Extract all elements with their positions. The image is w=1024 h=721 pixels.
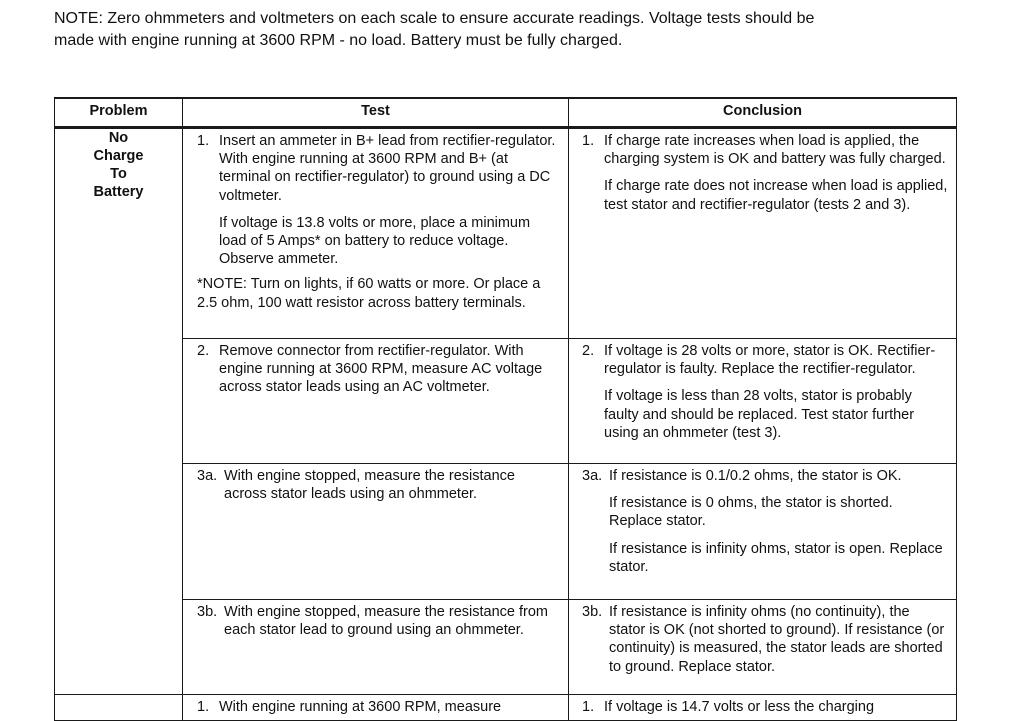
test-number: 3b. <box>197 604 218 620</box>
table-row <box>55 128 957 339</box>
problem-line: Charge <box>93 148 144 164</box>
test-cell <box>183 464 569 600</box>
conclusion-number: 2. <box>582 343 595 359</box>
table-row <box>55 339 957 464</box>
test-cell <box>183 695 569 721</box>
problem-no-charge <box>55 128 183 695</box>
test-text: With engine running at 3600 RPM, measure <box>219 699 502 715</box>
test-footnote: *NOTE: Turn on lights, if 60 watts or more. Or place a 2.5 ohm, 100 watt resistor across battery terminals. <box>197 276 541 311</box>
conclusion-number: 1. <box>582 133 595 149</box>
header-conclusion: Conclusion <box>569 98 957 128</box>
conclusion-number: 1. <box>582 699 595 715</box>
conclusion-text: If charge rate does not increase when load is applied, test stator and rectifier-regulator (tests 2 and 3). <box>604 178 948 213</box>
conclusion-text: If voltage is less than 28 volts, stator is probably faulty and should be replaced. Test stator further using an ohmmeter (test 3). <box>604 388 915 441</box>
conclusion-number: 3a. <box>582 468 603 484</box>
test-cell <box>183 128 569 339</box>
conclusion-number: 3b. <box>582 604 603 620</box>
test-number: 2. <box>197 343 210 359</box>
test-number: 3a. <box>197 468 218 484</box>
problem-line: To <box>110 166 127 182</box>
conclusion-cell <box>569 339 957 464</box>
table-row <box>55 695 957 721</box>
conclusion-text: If resistance is infinity ohms, stator is open. Replace stator. <box>609 540 943 575</box>
troubleshooting-table <box>54 97 957 721</box>
conclusion-text: If resistance is infinity ohms (no continuity), the stator is OK (not shorted to ground). If resistance (or continuity) is measured, the stator leads are shorted to ground. Replace stator. <box>609 604 945 675</box>
conclusion-cell <box>569 128 957 339</box>
test-number: 1. <box>197 699 210 715</box>
test-cell <box>183 600 569 695</box>
test-text: Remove connector from rectifier-regulator. With engine running at 3600 RPM, measure AC voltage across stator leads using an AC voltmeter. <box>219 343 543 396</box>
test-number: 1. <box>197 133 210 149</box>
problem-cell-next <box>55 695 183 721</box>
header-problem: Problem <box>55 98 183 128</box>
conclusion-text: If charge rate increases when load is applied, the charging system is OK and battery was fully charged. <box>604 133 946 168</box>
table-row <box>55 600 957 695</box>
conclusion-text: If resistance is 0 ohms, the stator is shorted. Replace stator. <box>609 495 893 530</box>
table-row <box>55 464 957 600</box>
problem-line: Battery <box>93 184 144 200</box>
conclusion-text: If voltage is 28 volts or more, stator is OK. Rectifier-regulator is faulty. Replace the rectifier-regulator. <box>604 343 936 378</box>
conclusion-cell <box>569 600 957 695</box>
header-test: Test <box>183 98 569 128</box>
test-cell <box>183 339 569 464</box>
test-text: With engine stopped, measure the resistance across stator leads using an ohmmeter. <box>224 468 515 503</box>
conclusion-text: If voltage is 14.7 volts or less the charging <box>604 699 875 715</box>
conclusion-text: If resistance is 0.1/0.2 ohms, the stator is OK. <box>609 468 902 484</box>
problem-line: No <box>108 130 129 146</box>
test-text: Insert an ammeter in B+ lead from rectifier-regulator. With engine running at 3600 RPM and B+ (at terminal on rectifier-regulator) to ground using a DC voltmeter. <box>219 133 556 204</box>
conclusion-cell <box>569 464 957 600</box>
conclusion-cell <box>569 695 957 721</box>
test-text: If voltage is 13.8 volts or more, place a minimum load of 5 Amps* on battery to reduce voltage. Observe ammeter. <box>219 214 531 268</box>
test-text: With engine stopped, measure the resistance from each stator lead to ground using an ohmmeter. <box>224 604 548 639</box>
note-text: NOTE: Zero ohmmeters and voltmeters on each scale to ensure accurate readings. Voltage tests should be made with engine running at 3600 RPM - no load. Battery must be fully charged. <box>54 10 815 49</box>
header-row <box>55 98 957 128</box>
